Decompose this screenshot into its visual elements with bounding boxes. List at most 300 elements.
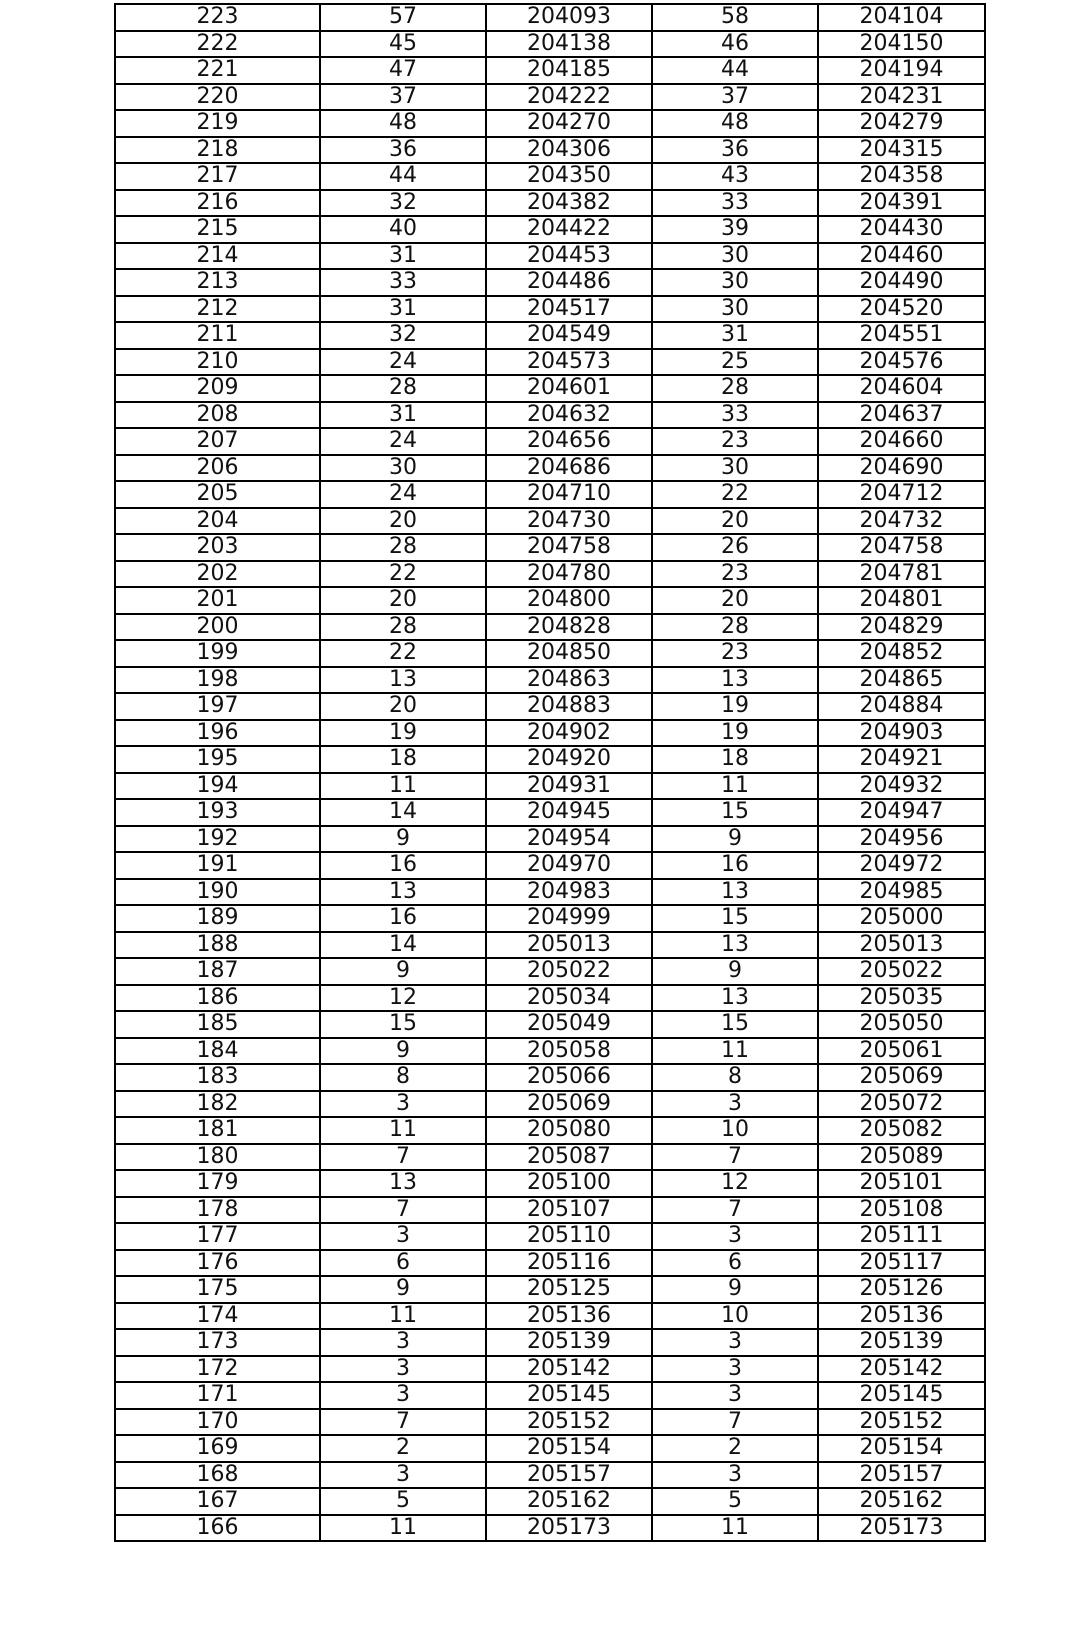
table-row xyxy=(115,481,985,508)
score-cell: 203 xyxy=(115,534,320,561)
cumulative-a-cell: 205139 xyxy=(486,1329,652,1356)
count-a-cell: 40 xyxy=(320,216,486,243)
table-row xyxy=(115,1488,985,1515)
cumulative-a-cell: 204222 xyxy=(486,84,652,111)
table-row xyxy=(115,1250,985,1277)
cumulative-b-cell: 205157 xyxy=(818,1462,985,1489)
table-row xyxy=(115,799,985,826)
table-row xyxy=(115,4,985,31)
score-cell: 186 xyxy=(115,985,320,1012)
count-b-cell: 23 xyxy=(652,640,818,667)
count-b-cell: 11 xyxy=(652,1515,818,1542)
table-row xyxy=(115,349,985,376)
count-a-cell: 24 xyxy=(320,349,486,376)
score-cell: 204 xyxy=(115,508,320,535)
count-a-cell: 3 xyxy=(320,1382,486,1409)
count-b-cell: 37 xyxy=(652,84,818,111)
cumulative-a-cell: 204601 xyxy=(486,375,652,402)
table-row xyxy=(115,561,985,588)
count-a-cell: 12 xyxy=(320,985,486,1012)
cumulative-a-cell: 204573 xyxy=(486,349,652,376)
score-cell: 208 xyxy=(115,402,320,429)
table-row xyxy=(115,243,985,270)
score-cell: 182 xyxy=(115,1091,320,1118)
table-row xyxy=(115,1462,985,1489)
table-row xyxy=(115,958,985,985)
table-row xyxy=(115,1038,985,1065)
count-a-cell: 11 xyxy=(320,1303,486,1330)
cumulative-a-cell: 204902 xyxy=(486,720,652,747)
score-cell: 169 xyxy=(115,1435,320,1462)
table-row xyxy=(115,1276,985,1303)
table-row xyxy=(115,1515,985,1542)
count-a-cell: 3 xyxy=(320,1223,486,1250)
score-cell: 215 xyxy=(115,216,320,243)
score-cell: 188 xyxy=(115,932,320,959)
score-cell: 175 xyxy=(115,1276,320,1303)
count-b-cell: 30 xyxy=(652,296,818,323)
score-cell: 187 xyxy=(115,958,320,985)
count-a-cell: 30 xyxy=(320,455,486,482)
count-a-cell: 28 xyxy=(320,375,486,402)
count-b-cell: 31 xyxy=(652,322,818,349)
cumulative-b-cell: 205136 xyxy=(818,1303,985,1330)
score-cell: 210 xyxy=(115,349,320,376)
cumulative-b-cell: 205162 xyxy=(818,1488,985,1515)
score-cell: 167 xyxy=(115,1488,320,1515)
table-row xyxy=(115,905,985,932)
count-b-cell: 9 xyxy=(652,1276,818,1303)
count-b-cell: 13 xyxy=(652,985,818,1012)
count-b-cell: 58 xyxy=(652,4,818,31)
cumulative-a-cell: 204758 xyxy=(486,534,652,561)
count-a-cell: 5 xyxy=(320,1488,486,1515)
count-b-cell: 26 xyxy=(652,534,818,561)
cumulative-a-cell: 204306 xyxy=(486,137,652,164)
cumulative-a-cell: 205022 xyxy=(486,958,652,985)
cumulative-b-cell: 204520 xyxy=(818,296,985,323)
cumulative-b-cell: 205022 xyxy=(818,958,985,985)
cumulative-b-cell: 205061 xyxy=(818,1038,985,1065)
cumulative-a-cell: 205066 xyxy=(486,1064,652,1091)
count-a-cell: 37 xyxy=(320,84,486,111)
score-cell: 181 xyxy=(115,1117,320,1144)
score-cell: 189 xyxy=(115,905,320,932)
score-cell: 193 xyxy=(115,799,320,826)
count-a-cell: 9 xyxy=(320,1038,486,1065)
score-cell: 179 xyxy=(115,1170,320,1197)
cumulative-b-cell: 205050 xyxy=(818,1011,985,1038)
count-a-cell: 13 xyxy=(320,879,486,906)
count-a-cell: 32 xyxy=(320,190,486,217)
table-row xyxy=(115,1409,985,1436)
cumulative-b-cell: 205035 xyxy=(818,985,985,1012)
score-cell: 199 xyxy=(115,640,320,667)
cumulative-a-cell: 204883 xyxy=(486,693,652,720)
cumulative-b-cell: 205089 xyxy=(818,1144,985,1171)
count-a-cell: 7 xyxy=(320,1144,486,1171)
score-cell: 211 xyxy=(115,322,320,349)
count-b-cell: 10 xyxy=(652,1303,818,1330)
table-row xyxy=(115,693,985,720)
count-b-cell: 11 xyxy=(652,1038,818,1065)
score-cell: 216 xyxy=(115,190,320,217)
score-cell: 219 xyxy=(115,110,320,137)
count-b-cell: 3 xyxy=(652,1356,818,1383)
cumulative-a-cell: 204350 xyxy=(486,163,652,190)
cumulative-b-cell: 204732 xyxy=(818,508,985,535)
table-row xyxy=(115,402,985,429)
score-cell: 195 xyxy=(115,746,320,773)
table-row xyxy=(115,57,985,84)
count-b-cell: 19 xyxy=(652,720,818,747)
count-a-cell: 16 xyxy=(320,852,486,879)
score-cell: 172 xyxy=(115,1356,320,1383)
cumulative-a-cell: 205125 xyxy=(486,1276,652,1303)
table-row xyxy=(115,1435,985,1462)
score-cell: 168 xyxy=(115,1462,320,1489)
table-row xyxy=(115,1144,985,1171)
count-a-cell: 22 xyxy=(320,561,486,588)
cumulative-b-cell: 205152 xyxy=(818,1409,985,1436)
count-a-cell: 31 xyxy=(320,296,486,323)
score-cell: 202 xyxy=(115,561,320,588)
count-b-cell: 39 xyxy=(652,216,818,243)
cumulative-b-cell: 204551 xyxy=(818,322,985,349)
cumulative-b-cell: 205013 xyxy=(818,932,985,959)
table-row xyxy=(115,269,985,296)
count-b-cell: 44 xyxy=(652,57,818,84)
score-cell: 197 xyxy=(115,693,320,720)
cumulative-a-cell: 204270 xyxy=(486,110,652,137)
cumulative-a-cell: 204486 xyxy=(486,269,652,296)
cumulative-a-cell: 205116 xyxy=(486,1250,652,1277)
cumulative-a-cell: 204185 xyxy=(486,57,652,84)
count-a-cell: 33 xyxy=(320,269,486,296)
count-b-cell: 2 xyxy=(652,1435,818,1462)
cumulative-b-cell: 204490 xyxy=(818,269,985,296)
cumulative-a-cell: 204800 xyxy=(486,587,652,614)
count-a-cell: 11 xyxy=(320,1117,486,1144)
count-b-cell: 11 xyxy=(652,773,818,800)
score-cell: 194 xyxy=(115,773,320,800)
score-cell: 220 xyxy=(115,84,320,111)
cumulative-b-cell: 204932 xyxy=(818,773,985,800)
cumulative-a-cell: 204138 xyxy=(486,31,652,58)
cumulative-a-cell: 205110 xyxy=(486,1223,652,1250)
count-b-cell: 33 xyxy=(652,190,818,217)
cumulative-a-cell: 205145 xyxy=(486,1382,652,1409)
count-b-cell: 36 xyxy=(652,137,818,164)
count-b-cell: 23 xyxy=(652,561,818,588)
count-a-cell: 47 xyxy=(320,57,486,84)
count-a-cell: 6 xyxy=(320,1250,486,1277)
score-cell: 200 xyxy=(115,614,320,641)
count-b-cell: 22 xyxy=(652,481,818,508)
cumulative-b-cell: 204391 xyxy=(818,190,985,217)
count-b-cell: 13 xyxy=(652,667,818,694)
count-b-cell: 43 xyxy=(652,163,818,190)
cumulative-b-cell: 204972 xyxy=(818,852,985,879)
table-row xyxy=(115,1170,985,1197)
cumulative-a-cell: 204931 xyxy=(486,773,652,800)
table-row xyxy=(115,614,985,641)
count-b-cell: 33 xyxy=(652,402,818,429)
cumulative-b-cell: 204637 xyxy=(818,402,985,429)
count-a-cell: 13 xyxy=(320,667,486,694)
cumulative-b-cell: 204781 xyxy=(818,561,985,588)
count-a-cell: 2 xyxy=(320,1435,486,1462)
cumulative-b-cell: 204712 xyxy=(818,481,985,508)
cumulative-b-cell: 204358 xyxy=(818,163,985,190)
count-b-cell: 23 xyxy=(652,428,818,455)
table-row xyxy=(115,1091,985,1118)
count-b-cell: 12 xyxy=(652,1170,818,1197)
score-distribution-table xyxy=(114,3,986,1542)
table-row xyxy=(115,667,985,694)
score-cell: 170 xyxy=(115,1409,320,1436)
count-b-cell: 28 xyxy=(652,375,818,402)
table-row xyxy=(115,1117,985,1144)
count-b-cell: 7 xyxy=(652,1144,818,1171)
cumulative-b-cell: 205154 xyxy=(818,1435,985,1462)
score-cell: 223 xyxy=(115,4,320,31)
cumulative-b-cell: 204903 xyxy=(818,720,985,747)
cumulative-a-cell: 205013 xyxy=(486,932,652,959)
cumulative-a-cell: 205049 xyxy=(486,1011,652,1038)
count-a-cell: 28 xyxy=(320,534,486,561)
cumulative-b-cell: 204231 xyxy=(818,84,985,111)
count-b-cell: 18 xyxy=(652,746,818,773)
count-a-cell: 7 xyxy=(320,1409,486,1436)
count-b-cell: 8 xyxy=(652,1064,818,1091)
cumulative-a-cell: 204422 xyxy=(486,216,652,243)
table-row xyxy=(115,190,985,217)
table-row xyxy=(115,508,985,535)
table-row xyxy=(115,1356,985,1383)
cumulative-b-cell: 205108 xyxy=(818,1197,985,1224)
cumulative-a-cell: 204686 xyxy=(486,455,652,482)
count-b-cell: 15 xyxy=(652,905,818,932)
cumulative-b-cell: 204921 xyxy=(818,746,985,773)
score-cell: 196 xyxy=(115,720,320,747)
count-b-cell: 7 xyxy=(652,1409,818,1436)
count-a-cell: 31 xyxy=(320,243,486,270)
count-b-cell: 30 xyxy=(652,243,818,270)
count-a-cell: 3 xyxy=(320,1462,486,1489)
score-cell: 206 xyxy=(115,455,320,482)
cumulative-b-cell: 205117 xyxy=(818,1250,985,1277)
count-a-cell: 11 xyxy=(320,773,486,800)
table-row xyxy=(115,137,985,164)
count-b-cell: 7 xyxy=(652,1197,818,1224)
count-b-cell: 3 xyxy=(652,1462,818,1489)
table-row xyxy=(115,216,985,243)
table-row xyxy=(115,826,985,853)
cumulative-b-cell: 205111 xyxy=(818,1223,985,1250)
cumulative-b-cell: 204150 xyxy=(818,31,985,58)
score-cell: 174 xyxy=(115,1303,320,1330)
count-a-cell: 22 xyxy=(320,640,486,667)
score-cell: 222 xyxy=(115,31,320,58)
score-cell: 212 xyxy=(115,296,320,323)
count-a-cell: 24 xyxy=(320,428,486,455)
cumulative-a-cell: 205080 xyxy=(486,1117,652,1144)
cumulative-a-cell: 205100 xyxy=(486,1170,652,1197)
count-b-cell: 30 xyxy=(652,269,818,296)
cumulative-a-cell: 204382 xyxy=(486,190,652,217)
count-b-cell: 16 xyxy=(652,852,818,879)
cumulative-a-cell: 204549 xyxy=(486,322,652,349)
score-cell: 190 xyxy=(115,879,320,906)
cumulative-a-cell: 204828 xyxy=(486,614,652,641)
cumulative-b-cell: 204660 xyxy=(818,428,985,455)
count-b-cell: 28 xyxy=(652,614,818,641)
table-row xyxy=(115,534,985,561)
table-row xyxy=(115,773,985,800)
cumulative-a-cell: 204093 xyxy=(486,4,652,31)
table-row xyxy=(115,1223,985,1250)
count-b-cell: 30 xyxy=(652,455,818,482)
cumulative-b-cell: 205072 xyxy=(818,1091,985,1118)
cumulative-a-cell: 204970 xyxy=(486,852,652,879)
cumulative-a-cell: 205058 xyxy=(486,1038,652,1065)
cumulative-a-cell: 205107 xyxy=(486,1197,652,1224)
count-a-cell: 57 xyxy=(320,4,486,31)
count-b-cell: 3 xyxy=(652,1223,818,1250)
score-cell: 173 xyxy=(115,1329,320,1356)
cumulative-a-cell: 204453 xyxy=(486,243,652,270)
cumulative-b-cell: 204690 xyxy=(818,455,985,482)
cumulative-b-cell: 204315 xyxy=(818,137,985,164)
count-b-cell: 3 xyxy=(652,1091,818,1118)
count-a-cell: 14 xyxy=(320,799,486,826)
score-cell: 207 xyxy=(115,428,320,455)
count-b-cell: 3 xyxy=(652,1382,818,1409)
table-row xyxy=(115,1303,985,1330)
table-row xyxy=(115,879,985,906)
count-a-cell: 28 xyxy=(320,614,486,641)
cumulative-a-cell: 205069 xyxy=(486,1091,652,1118)
score-cell: 184 xyxy=(115,1038,320,1065)
table-row xyxy=(115,587,985,614)
cumulative-a-cell: 205034 xyxy=(486,985,652,1012)
count-a-cell: 8 xyxy=(320,1064,486,1091)
cumulative-a-cell: 204780 xyxy=(486,561,652,588)
cumulative-b-cell: 205145 xyxy=(818,1382,985,1409)
count-b-cell: 20 xyxy=(652,587,818,614)
cumulative-b-cell: 204852 xyxy=(818,640,985,667)
count-a-cell: 3 xyxy=(320,1329,486,1356)
cumulative-a-cell: 204954 xyxy=(486,826,652,853)
count-b-cell: 15 xyxy=(652,799,818,826)
table-row xyxy=(115,932,985,959)
count-a-cell: 24 xyxy=(320,481,486,508)
cumulative-b-cell: 204956 xyxy=(818,826,985,853)
cumulative-b-cell: 205139 xyxy=(818,1329,985,1356)
cumulative-b-cell: 205069 xyxy=(818,1064,985,1091)
table-row xyxy=(115,322,985,349)
score-cell: 217 xyxy=(115,163,320,190)
cumulative-b-cell: 204430 xyxy=(818,216,985,243)
score-cell: 166 xyxy=(115,1515,320,1542)
count-a-cell: 20 xyxy=(320,587,486,614)
cumulative-b-cell: 205126 xyxy=(818,1276,985,1303)
count-b-cell: 13 xyxy=(652,932,818,959)
table-row xyxy=(115,428,985,455)
table-row xyxy=(115,31,985,58)
count-a-cell: 19 xyxy=(320,720,486,747)
score-cell: 183 xyxy=(115,1064,320,1091)
cumulative-b-cell: 205082 xyxy=(818,1117,985,1144)
count-b-cell: 25 xyxy=(652,349,818,376)
cumulative-b-cell: 204801 xyxy=(818,587,985,614)
count-a-cell: 45 xyxy=(320,31,486,58)
score-cell: 198 xyxy=(115,667,320,694)
table-row xyxy=(115,985,985,1012)
cumulative-a-cell: 204999 xyxy=(486,905,652,932)
cumulative-a-cell: 205087 xyxy=(486,1144,652,1171)
count-b-cell: 48 xyxy=(652,110,818,137)
count-b-cell: 9 xyxy=(652,826,818,853)
score-cell: 185 xyxy=(115,1011,320,1038)
cumulative-a-cell: 205136 xyxy=(486,1303,652,1330)
score-cell: 191 xyxy=(115,852,320,879)
cumulative-a-cell: 204656 xyxy=(486,428,652,455)
cumulative-b-cell: 204104 xyxy=(818,4,985,31)
count-a-cell: 7 xyxy=(320,1197,486,1224)
table-row xyxy=(115,720,985,747)
cumulative-b-cell: 204460 xyxy=(818,243,985,270)
score-cell: 221 xyxy=(115,57,320,84)
table-row xyxy=(115,455,985,482)
count-b-cell: 6 xyxy=(652,1250,818,1277)
cumulative-b-cell: 205101 xyxy=(818,1170,985,1197)
score-cell: 218 xyxy=(115,137,320,164)
cumulative-b-cell: 204829 xyxy=(818,614,985,641)
table-row xyxy=(115,746,985,773)
cumulative-a-cell: 204632 xyxy=(486,402,652,429)
table-row xyxy=(115,1329,985,1356)
cumulative-b-cell: 204279 xyxy=(818,110,985,137)
cumulative-a-cell: 204517 xyxy=(486,296,652,323)
table-row xyxy=(115,375,985,402)
table-row xyxy=(115,1382,985,1409)
cumulative-b-cell: 204865 xyxy=(818,667,985,694)
count-a-cell: 9 xyxy=(320,1276,486,1303)
count-b-cell: 10 xyxy=(652,1117,818,1144)
table-row xyxy=(115,640,985,667)
cumulative-b-cell: 205142 xyxy=(818,1356,985,1383)
count-a-cell: 32 xyxy=(320,322,486,349)
count-a-cell: 15 xyxy=(320,1011,486,1038)
cumulative-b-cell: 204576 xyxy=(818,349,985,376)
cumulative-a-cell: 204730 xyxy=(486,508,652,535)
count-b-cell: 3 xyxy=(652,1329,818,1356)
score-cell: 192 xyxy=(115,826,320,853)
count-a-cell: 16 xyxy=(320,905,486,932)
score-cell: 209 xyxy=(115,375,320,402)
count-a-cell: 31 xyxy=(320,402,486,429)
count-b-cell: 9 xyxy=(652,958,818,985)
cumulative-b-cell: 204604 xyxy=(818,375,985,402)
cumulative-a-cell: 204850 xyxy=(486,640,652,667)
cumulative-a-cell: 205154 xyxy=(486,1435,652,1462)
count-b-cell: 19 xyxy=(652,693,818,720)
count-b-cell: 13 xyxy=(652,879,818,906)
cumulative-a-cell: 204863 xyxy=(486,667,652,694)
count-a-cell: 20 xyxy=(320,508,486,535)
